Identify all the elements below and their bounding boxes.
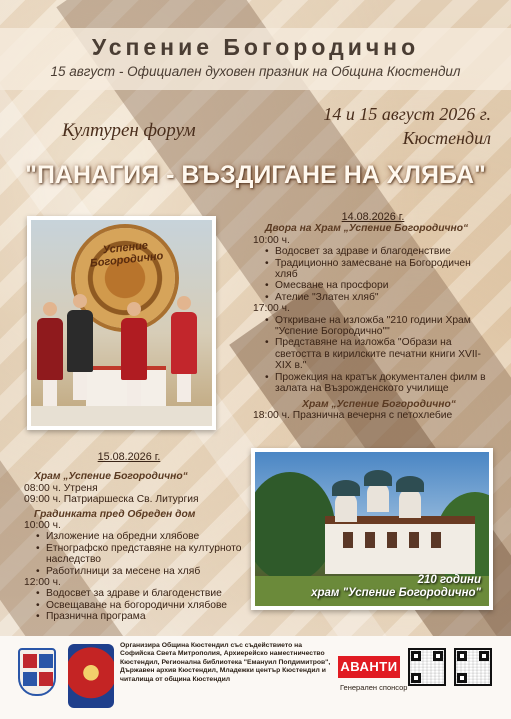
event-dates: 14 и 15 август 2026 г. [323, 104, 491, 124]
program-day1 [253, 212, 493, 421]
header-banner [0, 28, 511, 90]
folklore-photo [27, 216, 216, 430]
event-headline: "ПАНАГИЯ - ВЪЗДИГАНЕ НА ХЛЯБА" [25, 161, 486, 189]
list-item: • Празнична програма [24, 611, 244, 622]
organizers-text: Организира Община Кюстендил със съдействието на Софийска Света Митрополия, Архиерейско наместничество Кюстендил, Регионална библиотека "Емануил Попдимитров", Държавен архив Кюстендил, Младежки център Кюстендил и читалища от община Кюстендил [120, 642, 331, 683]
list-item: • Ателие "Златен хляб" [253, 292, 493, 303]
dancer [37, 302, 63, 412]
list-item: • Работилници за месене на хляб [24, 566, 244, 577]
day1-time1: 10:00 ч. [253, 234, 290, 246]
church-dome [335, 492, 357, 522]
stage [31, 406, 212, 426]
event-date-place [323, 102, 491, 150]
list-item: • Традиционно замесване на Богородичен хляб [253, 258, 493, 281]
tree [251, 472, 335, 582]
day2-line2: 09:00 ч. Патриаршеска Св. Литургия [24, 494, 199, 506]
list-item: • Етнографско представяне на културното наследство [24, 543, 244, 566]
municipality-crest [18, 648, 56, 696]
day2-time2: 12:00 ч. [24, 577, 61, 589]
day1-date: 14.08.2026 г. [341, 211, 405, 223]
caption-line1: 210 години [417, 574, 481, 586]
day1-time2: 17:00 ч. [253, 303, 290, 315]
list-item: • Откриване на изложба "210 години Храм "Успение Богородично"" [253, 315, 493, 338]
church-window [343, 532, 353, 548]
metropolis-crest [68, 644, 114, 708]
day2-line1: 08:00 ч. Утреня [24, 482, 98, 494]
list-item: • Водосвет за здраве и благоденствие [253, 246, 493, 257]
church-photo [251, 448, 493, 610]
wreath-text: Успение Богородично [89, 239, 164, 270]
dancer [171, 296, 197, 406]
dancer [121, 302, 147, 412]
qr-code[interactable] [454, 648, 492, 686]
program-day2 [24, 452, 244, 623]
page-title: Успение Богородично [91, 34, 420, 60]
day1-venue: Двора на Храм „Успение Богородично“ [265, 223, 469, 235]
sponsor-label: Генерален спонсор [340, 683, 408, 692]
list-item: • Представяне на изложба "Образи на светостта в кирилските печатни книги XVII-XIX в." [253, 337, 493, 371]
qr-code[interactable] [408, 648, 446, 686]
day1-venue2: Храм „Успение Богородично“ [302, 398, 456, 410]
church-caption [311, 574, 481, 600]
dancer [67, 294, 93, 404]
list-item: • Омесване на просфори [253, 280, 493, 291]
day2-venue2: Градинката пред Обреден дом [34, 508, 196, 520]
event-place: Кюстендил [402, 128, 491, 148]
caption-line2: храм "Успение Богородично" [311, 587, 481, 599]
list-item: • Изложение на обредни хлябове [24, 531, 244, 542]
day2-time1: 10:00 ч. [24, 520, 61, 532]
list-item: • Водосвет за здраве и благоденствие [24, 588, 244, 599]
church-window [409, 532, 419, 548]
footer [0, 636, 511, 719]
list-item: • Освещаване на богородични хлябове [24, 600, 244, 611]
church-window [431, 532, 441, 548]
page-subtitle: 15 август - Официален духовен празник на Община Кюстендил [50, 64, 461, 79]
list-item: • Прожекция на кратък документален филм в залата на Възрожденското училище [253, 372, 493, 395]
day2-venue: Храм „Успение Богородично“ [34, 471, 188, 483]
day1-evening: 18:00 ч. Празнична вечерня с петохлебие [253, 409, 453, 421]
day2-date: 15.08.2026 г. [97, 451, 161, 463]
church-dome [399, 488, 421, 518]
forum-label: Културен форум [62, 120, 196, 141]
sponsor-logo: АВАНТИ [338, 656, 400, 678]
church-dome [367, 482, 389, 512]
church-window [387, 532, 397, 548]
church-window [365, 532, 375, 548]
